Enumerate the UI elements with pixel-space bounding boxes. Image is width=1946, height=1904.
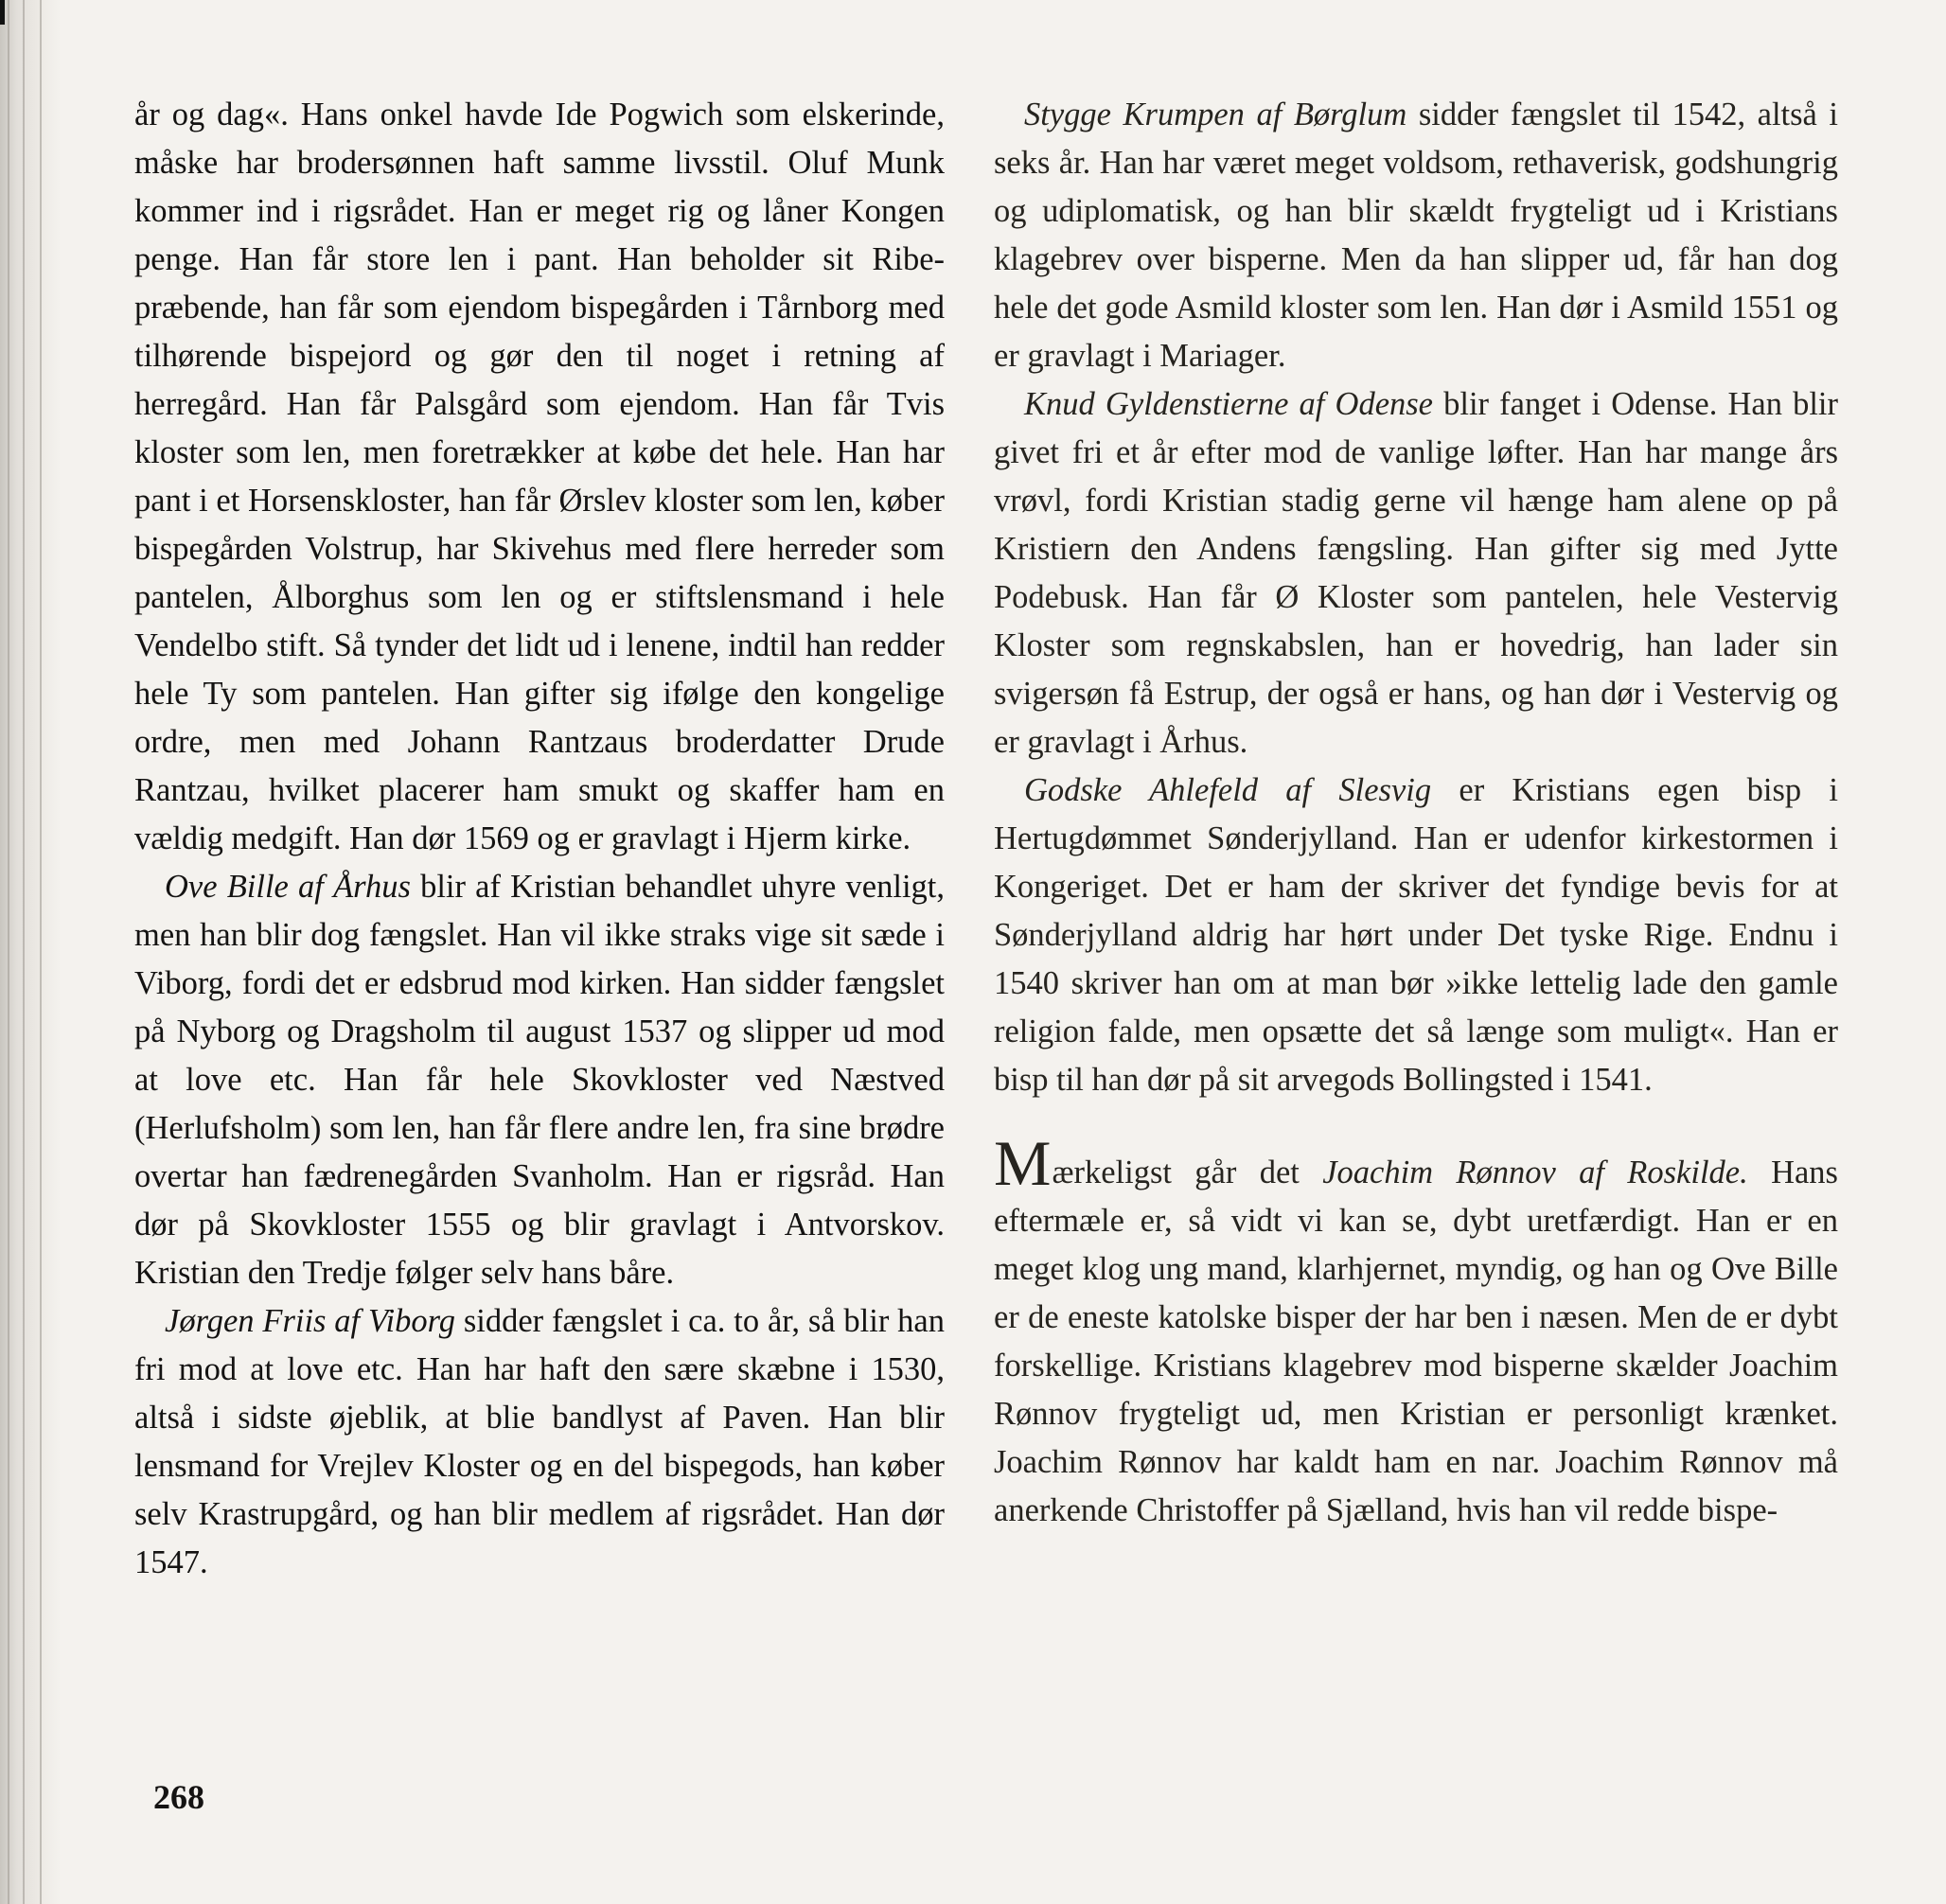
left-column — [134, 91, 945, 1587]
paragraph-text: Hans eftermæle er, så vidt vi kan se, dybt uretfærdigt. Han er en meget klog ung mand, klarhjernet, myndig, og han og Ove Bille er de eneste katolske bisper der har ben i næsen. Men de er dybt forskellige. Kristians klagebrev mod bisperne skælder Joachim Rønnov frygteligt ud, men Kristian er personligt krænket. Joachim Rønnov har kaldt ham en nar. Joachim Rønnov må anerkende Christoffer på Sjælland, hvis han vil redde bispe- — [994, 1155, 1838, 1528]
right-column — [994, 91, 1838, 1535]
bishop-name: Ove Bille af Århus — [165, 869, 411, 905]
paragraph-godske-ahlefeld — [994, 767, 1838, 1104]
paragraph-text: blir af Kristian behandlet uhyre venligt, men han blir dog fængslet. Han vil ikke straks vige sit sæde i Viborg, fordi det er edsbrud mod kirken. Han sidder fængslet på Nyborg og Dragsholm til august 1537 og slipper ud mod at love etc. Han får hele Skovkloster ved Næstved (Herlufsholm) som len, han får flere andre len, fra sine brødre overtar han fædrenegården Svanholm. Han er rigsråd. Han dør på Skovkloster 1555 og blir gravlagt i Antvorskov. Kristian den Tredje følger selv hans båre. — [134, 869, 945, 1291]
section-gap — [994, 1104, 1838, 1144]
bishop-name: Joachim Rønnov af Roskilde. — [1322, 1155, 1748, 1190]
paragraph-oluf-munk: år og dag«. Hans onkel havde Ide Pogwich som elskerinde, måske har brodersønnen haft samme livsstil. Oluf Munk kommer ind i rigsrådet. Han er meget rig og låner Kongen penge. Han får store len i pant. Han beholder sit Ribe-præbende, han får som ejendom bispegården i Tårnborg med tilhørende bispejord og gør den til noget i retning af herregård. Han får Palsgård som ejendom. Han får Tvis kloster som len, men foretrækker at købe det hele. Han har pant i et Horsenskloster, han får Ørslev kloster som len, køber bispegården Volstrup, har Skivehus med flere herreder som pantelen, Ålborghus som len og er stiftslensmand i hele Vendelbo stift. Så tynder det lidt ud i lenene, indtil han redder hele Ty som pantelen. Han gifter sig ifølge den kongelige ordre, men med Johann Rantzaus broderdatter Drude Rantzau, hvilket placerer ham smukt og skaffer ham en vældig medgift. Han dør 1569 og er gravlagt i Hjerm kirke. — [134, 97, 945, 856]
paragraph-text: sidder fængslet i ca. to år, så blir han fri mod at love etc. Han har haft den sære skæbne i 1530, altså i sidste øjeblik, at blie bandlyst af Paven. Han blir lensmand for Vrejlev Kloster og en del bispegods, han køber selv Krastrupgård, og han blir medlem af rigsrådet. Han dør 1547. — [134, 1303, 945, 1580]
paragraph-stygge-krumpen — [994, 91, 1838, 380]
spine-line — [23, 0, 25, 1904]
paragraph-joachim-ronnov — [994, 1127, 1838, 1535]
page-number: 268 — [153, 1778, 204, 1816]
bishop-name: Jørgen Friis af Viborg — [165, 1303, 455, 1339]
paragraph-text: sidder fængslet til 1542, altså i seks år. Han har været meget voldsom, rethaverisk, godshungrig og udiplomatisk, og han blir skældt frygteligt ud i Kristians klagebrev over bisperne. Men da han slipper ud, får han dog hele det gode Asmild kloster som len. Han dør i Asmild 1551 og er gravlagt i Mariager. — [994, 97, 1838, 374]
paragraph-ove-bille — [134, 863, 945, 1297]
bishop-name: Knud Gyldenstierne af Odense — [1024, 386, 1433, 422]
paragraph-text: er Kristians egen bisp i Hertugdømmet Sønderjylland. Han er udenfor kirkestormen i Kongeriget. Det er ham der skriver det fyndige bevis for at Sønderjylland aldrig har hørt under Det tyske Rige. Endnu i 1540 skriver han om at man bør »ikke lettelig lade den gamle religion falde, men opsætte det så længe som muligt«. Han er bisp til han dør på sit arvegods Bollingsted i 1541. — [994, 772, 1838, 1098]
drop-cap: M — [994, 1127, 1052, 1199]
book-spine-shadow — [0, 0, 61, 1904]
paragraph-knud-gyldenstierne — [994, 380, 1838, 767]
paragraph-text: blir fanget i Odense. Han blir givet fri et år efter mod de vanlige løfter. Han har mange års vrøvl, fordi Kristian stadig gerne vil hænge ham alene op på Kristiern den Andens fængsling. Han gifter sig med Jytte Podebusk. Han får Ø Kloster som pantelen, hele Vestervig Kloster som regnskabslen, han er hovedrig, han lader sin svigersøn få Estrup, der også er hans, og han dør i Vestervig og er gravlagt i Århus. — [994, 386, 1838, 760]
paragraph-lead: ærkeligst går det — [1052, 1155, 1323, 1190]
spine-line — [40, 0, 42, 1904]
bishop-name: Stygge Krumpen af Børglum — [1024, 97, 1407, 132]
spine-line — [8, 0, 9, 1904]
paragraph-jorgen-friis — [134, 1297, 945, 1587]
spine-edge-mark — [0, 0, 5, 25]
bishop-name: Godske Ahlefeld af Slesvig — [1024, 772, 1432, 808]
